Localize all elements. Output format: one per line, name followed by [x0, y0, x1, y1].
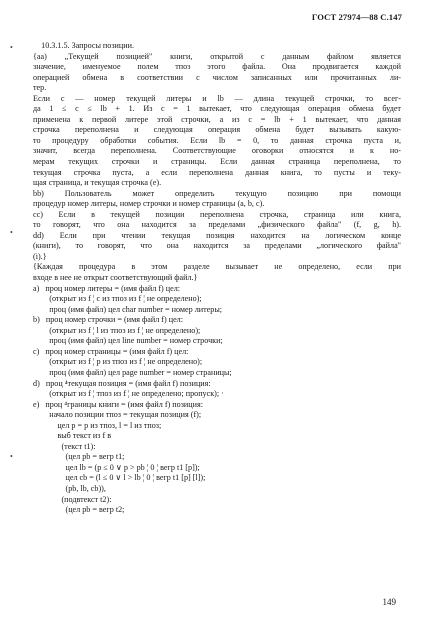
text-line: {Каждая процедура в этом разделе вызывает не определено, если при [33, 262, 401, 272]
text-line: {aa) „Текущей позицией" книги, открытой с данным файлом является [33, 51, 401, 61]
text-line: Если c — номер текущей литеры и lb — длина текущей строчки, то всег- [33, 93, 401, 103]
text-line: то процедуру обработки события. Если lb = 0, то данная строчка пуста и, [33, 135, 401, 145]
text-line: проц (имя файл) цел page number = номер страницы; [33, 367, 232, 377]
text-line: c) проц номер страницы = (имя файл f) цел: [33, 346, 189, 356]
text-line: процедур номер литеры, номер строчки и номер страницы (a, b, c). [33, 199, 265, 209]
text-line: dd) Если при чтении текущая позиция находится на логическом конце [33, 230, 401, 240]
text-line: то говорят, что она находится за пределами „физического файла" (f, g, h). [33, 220, 401, 230]
text-line: b) проц номер строчки = (имя файл f) цел: [33, 315, 183, 325]
text-line: входе в нее не открыт соответствующий файл.} [33, 273, 198, 283]
text-line: d) проц ⁴текущая позиция = (имя файл f) позиция: [33, 378, 211, 388]
text-line: (текст t1): [33, 441, 96, 451]
page-header: ГОСТ 27974—88 С.147 [311, 12, 402, 22]
text-line: строчка переполнена и следующая операция обмена будет вызывать какую- [33, 125, 401, 135]
text-line: цел cb = (l ≤ 0 ∨ l > lb ¦ 0 ¦ вегр t1 [p] [l]); [33, 473, 206, 483]
text-line: проц (имя файл) цел char number = номер литеры; [33, 304, 223, 314]
text-line: a) проц номер литеры = (имя файл f) цел: [33, 283, 181, 293]
text-line: значение, именуемое полем тпоз этого файла. Она продвигается каждой [33, 62, 401, 72]
text-line: (цел pb = вегр t1; [33, 452, 125, 462]
text-line: щая страница, и текущая строчка (e). [33, 178, 162, 188]
text-line: значит, всегда переполнена. Соответствующие оговорки относятся и к но- [33, 146, 401, 156]
text-line: e) проц ⁴границы книги = (имя файл f) позиция: [33, 399, 203, 409]
text-line: (открыт из f ¦ p из тпоз из f ¦ не определено); [33, 357, 203, 367]
text-line: (открыт из f ¦ l из тпоз из f ¦ не определено); [33, 325, 201, 335]
text-line: (цел pb = вегр t2; [33, 505, 125, 515]
text-line: операцией обмена в соответствии с числом записанных или прочитанных ли- [33, 72, 401, 82]
text-line: текущая строчка пуста, а если переполнена данная книга, то пусты и теку- [33, 167, 401, 177]
page-number: 149 [382, 597, 396, 607]
text-line: да 1 ≤ c ≤ lb + 1. Из c = 1 вытекает, что следующая операция обмена будет [33, 104, 401, 114]
text-line: начало позиции тпоз = текущая позиция (f); [33, 410, 202, 420]
text-line: цел lb = (p ≤ 0 ∨ p > pb ¦ 0 ¦ вегр t1 [p]); [33, 462, 200, 472]
text-line: (pb, lb, cb)), [33, 483, 106, 493]
margin-mark: • [10, 43, 13, 52]
margin-mark: • [10, 452, 13, 461]
text-line: 10.3.1.5. Запросы позиции. [33, 41, 134, 50]
text-line: cc) Если в текущей позиции переполнена строчка, страница или книга, [33, 209, 401, 219]
text-line: (открыт из f ¦ тпоз из f ¦ не определено; пропуск); · [33, 389, 224, 399]
text-line: тер. [33, 83, 47, 93]
text-line: (открыт из f ¦ c из тпоз из f ¦ не определено); [33, 294, 202, 304]
text-line: применена к первой литере этой строчки, а из c = lb + 1 вытекает, что данная [33, 114, 401, 124]
text-line: bb) Пользователь может определить текущую позицию при помощи [33, 188, 401, 198]
document-body [33, 41, 401, 516]
text-line: проц (имя файл) цел line number = номер строчки; [33, 336, 223, 346]
text-line: (i).} [33, 251, 47, 261]
text-line: (книги), то говорят, что она находится за пределами „логического файла" [33, 241, 401, 251]
text-line: выб текст из f в [33, 431, 112, 441]
text-line: мерам текущих строчки и страницы. Если данная страница переполнена, то [33, 157, 401, 167]
text-line: цел p = p из тпоз, l = l из тпоз; [33, 420, 162, 430]
margin-mark: • [10, 228, 13, 237]
text-line: (подвтекст t2): [33, 494, 112, 504]
